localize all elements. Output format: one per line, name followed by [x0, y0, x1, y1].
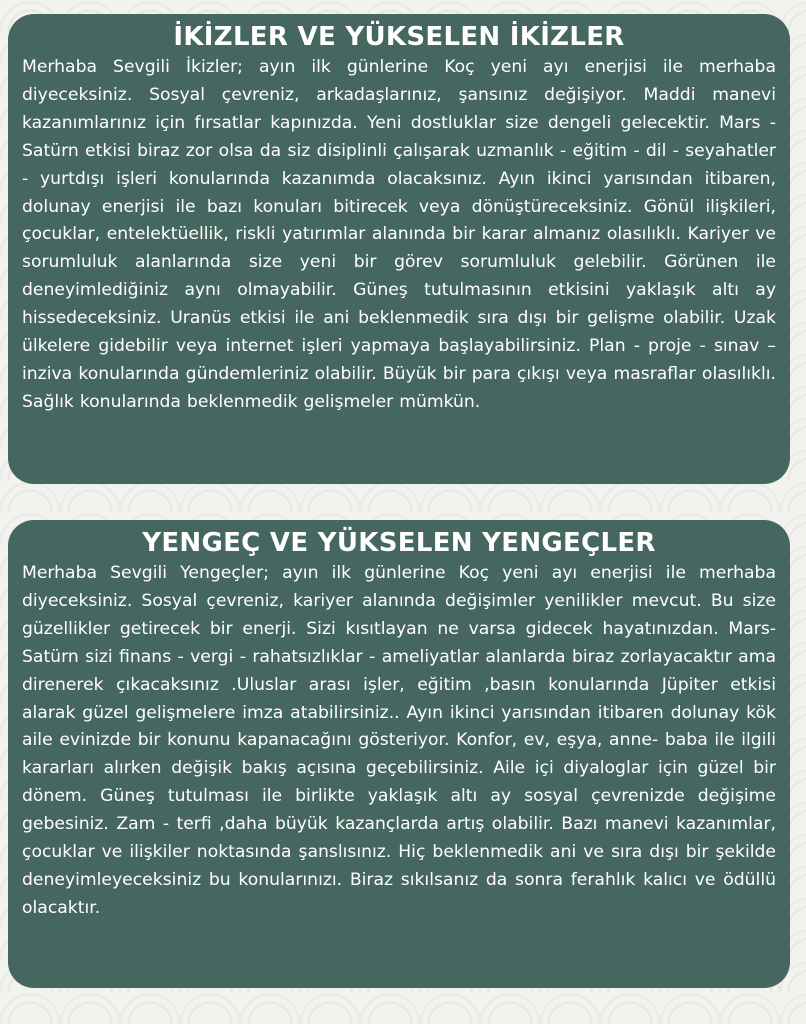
card-title-yengec: YENGEÇ VE YÜKSELEN YENGEÇLER [142, 528, 656, 558]
card-title-ikizler: İKİZLER VE YÜKSELEN İKİZLER [173, 22, 625, 52]
card-body-yengec: Merhaba Sevgili Yengeçler; ayın ilk günlerine Koç yeni ayı enerjisi ile merhaba diyeceksiniz. Sosyal çevreniz, kariyer alanında değişimler yenilikler mevcut. Bu size güzellikler getirecek bir enerji. Sizi kısıtlayan ne varsa gidecek hayatınızdan. Mars- Satürn sizi finans - vergi - rahatsızlıklar - ameliyatlar alanlarda biraz zorlayacaktır ama direnerek çıkacaksınız .Uluslar arası işler, eğitim ,basın konularında Jüpiter etkisi alarak güzel gelişmelere imza atabilirsiniz.. Ayın ikinci yarısından itibaren dolunay kök aile evinizde bir konunu kapanacağını gösteriyor. Konfor, ev, eşya, anne- baba ile ilgili kararları alırken değişik bakış açısına geçebilirsiniz. Aile içi diyaloglar için güzel bir dönem. Güneş tutulması ile birlikte yaklaşık altı ay sosyal çevrenizde değişime gebesiniz. Zam - terfi ,daha büyük kazançlarda artış olabilir. Bazı manevi kazanımlar, çocuklar ve ilişkiler noktasında şanslısınız. Hiç beklenmedik ani ve sıra dışı bir şekilde deneyimleyeceksiniz bu konularınızı. Biraz sıkılsanız da sonra ferahlık kalıcı ve ödüllü olacaktır. [22, 563, 776, 918]
horoscope-card-ikizler [8, 14, 790, 484]
card-body-ikizler: Merhaba Sevgili İkizler; ayın ilk günlerine Koç yeni ayı enerjisi ile merhaba diyeceksiniz. Sosyal çevreniz, arkadaşlarınız, şansınız değişiyor. Maddi manevi kazanımlarınız için fırsatlar kapınızda. Yeni dostluklar size dengeli gelecektir. Mars - Satürn etkisi biraz zor olsa da siz disiplinli çalışarak uzmanlık - eğitim - dil - seyahatler - yurtdışı işleri konularında kazanımda olacaksınız. Ayın ikinci yarısından itibaren, dolunay enerjisi ile bazı konuları bitirecek veya dönüştüreceksiniz. Gönül ilişkileri, çocuklar, entelektüellik, riskli yatırımlar alanında bir karar almanız olasılıklı. Kariyer ve sorumluluk alanlarında size yeni bir görev sorumluluk gelebilir. Görünen ile deneyimlediğiniz aynı olmayabilir. Güneş tutulmasının etkisini yaklaşık altı ay hissedeceksiniz. Uranüs etkisi ile ani beklenmedik sıra dışı bir gelişme olabilir. Uzak ülkelere gidebilir veya internet işleri yapmaya başlayabilirsiniz. Plan - proje - sınav – inziva konularında gündemleriniz olabilir. Büyük bir para çıkışı veya masraflar olasılıklı. Sağlık konularında beklenmedik gelişmeler mümkün. [22, 57, 776, 412]
horoscope-card-yengec [8, 520, 790, 988]
